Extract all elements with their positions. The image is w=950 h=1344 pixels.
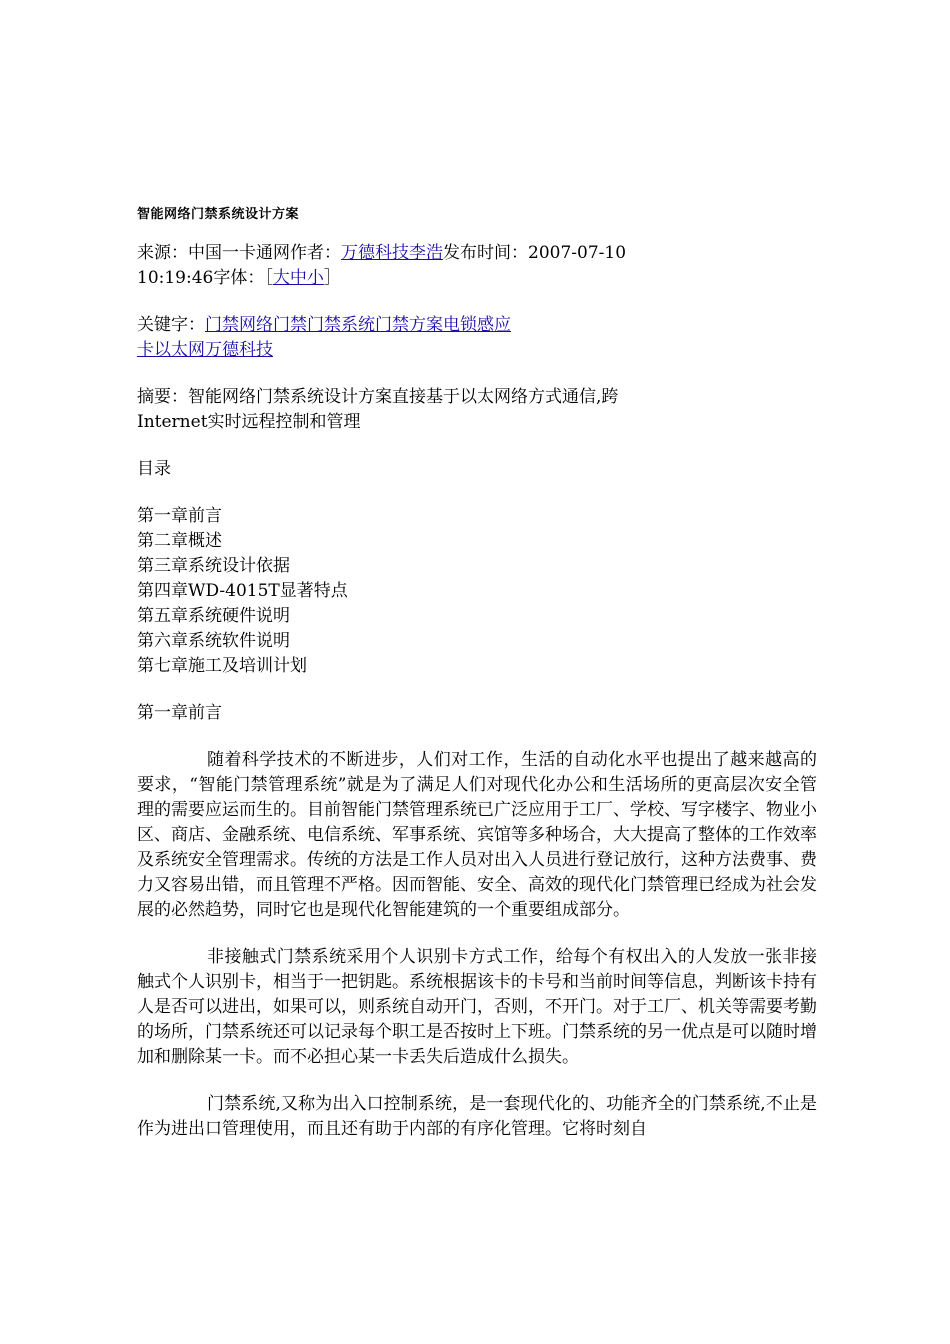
abstract [137, 385, 817, 435]
keyword-links-1[interactable]: 门禁网络门禁门禁系统门禁方案电锁感应 [205, 315, 511, 335]
toc-item: 第四章WD-4015T显著特点 [137, 581, 348, 601]
body-paragraph: 随着科学技术的不断进步，人们对工作，生活的自动化水平也提出了越来越高的要求，“智能门禁管理系统”就是为了满足人们对现代化办公和生活场所的更高层次安全管理的需要应运而生的。目前智能门禁管理系统已广泛应用于工厂、学校、写字楼字、物业小区、商店、金融系统、电信系统、军事系统、宾馆等多种场合，大大提高了整体的工作效率及系统安全管理需求。传统的方法是工作人员对出入人员进行登记放行，这种方法费事、费力又容易出错，而且管理不严格。因而智能、安全、高效的现代化门禁管理已经成为社会发展的必然趋势，同时它也是现代化智能建筑的一个重要组成部分。 [137, 750, 817, 920]
document-title: 智能网络门禁系统设计方案 [137, 207, 300, 222]
source-label: 来源：中国一卡通网作者： [137, 243, 341, 263]
toc-item: 第三章系统设计依据 [137, 556, 290, 576]
time-label: 发布时间：2007-07-10 [443, 243, 627, 263]
table-of-contents [137, 504, 817, 679]
keyword-links-2[interactable]: 卡以太网万德科技 [137, 340, 273, 360]
body-paragraph: 非接触式门禁系统采用个人识别卡方式工作，给每个有权出入的人发放一张非接触式个人识别卡，相当于一把钥匙。系统根据该卡的卡号和当前时间等信息，判断该卡持有人是否可以进出，如果可以，则系统自动开门，否则，不开门。对于工厂、机关等需要考勤的场所，门禁系统还可以记录每个职工是否按时上下班。门禁系统的另一优点是可以随时增加和删除某一卡。而不必担心某一卡丢失后造成什么损失。 [137, 947, 817, 1067]
abstract-line-1: 摘要：智能网络门禁系统设计方案直接基于以太网络方式通信,跨 [137, 387, 619, 407]
document-body [137, 241, 817, 1164]
keywords-label: 关键字： [137, 315, 205, 335]
toc-item: 第六章系统软件说明 [137, 631, 290, 651]
toc-item: 第二章概述 [137, 531, 222, 551]
toc-item: 第一章前言 [137, 506, 222, 526]
keywords [137, 313, 817, 363]
toc-title: 目录 [137, 459, 171, 479]
abstract-line-2: Internet实时远程控制和管理 [137, 412, 361, 432]
font-bracket-end: ］ [323, 268, 341, 288]
author-link[interactable]: 万德科技李浩 [341, 243, 443, 263]
meta-info [137, 241, 817, 291]
font-size-links[interactable]: 大中小 [272, 268, 324, 288]
toc-item: 第七章施工及培训计划 [137, 656, 307, 676]
time-label-2: 10:19:46字体：［ [137, 268, 273, 288]
chapter-title: 第一章前言 [137, 703, 222, 723]
body-paragraph: 门禁系统,又称为出入口控制系统，是一套现代化的、功能齐全的门禁系统,不止是作为进出口管理使用，而且还有助于内部的有序化管理。它将时刻自 [137, 1094, 817, 1139]
toc-item: 第五章系统硬件说明 [137, 606, 290, 626]
